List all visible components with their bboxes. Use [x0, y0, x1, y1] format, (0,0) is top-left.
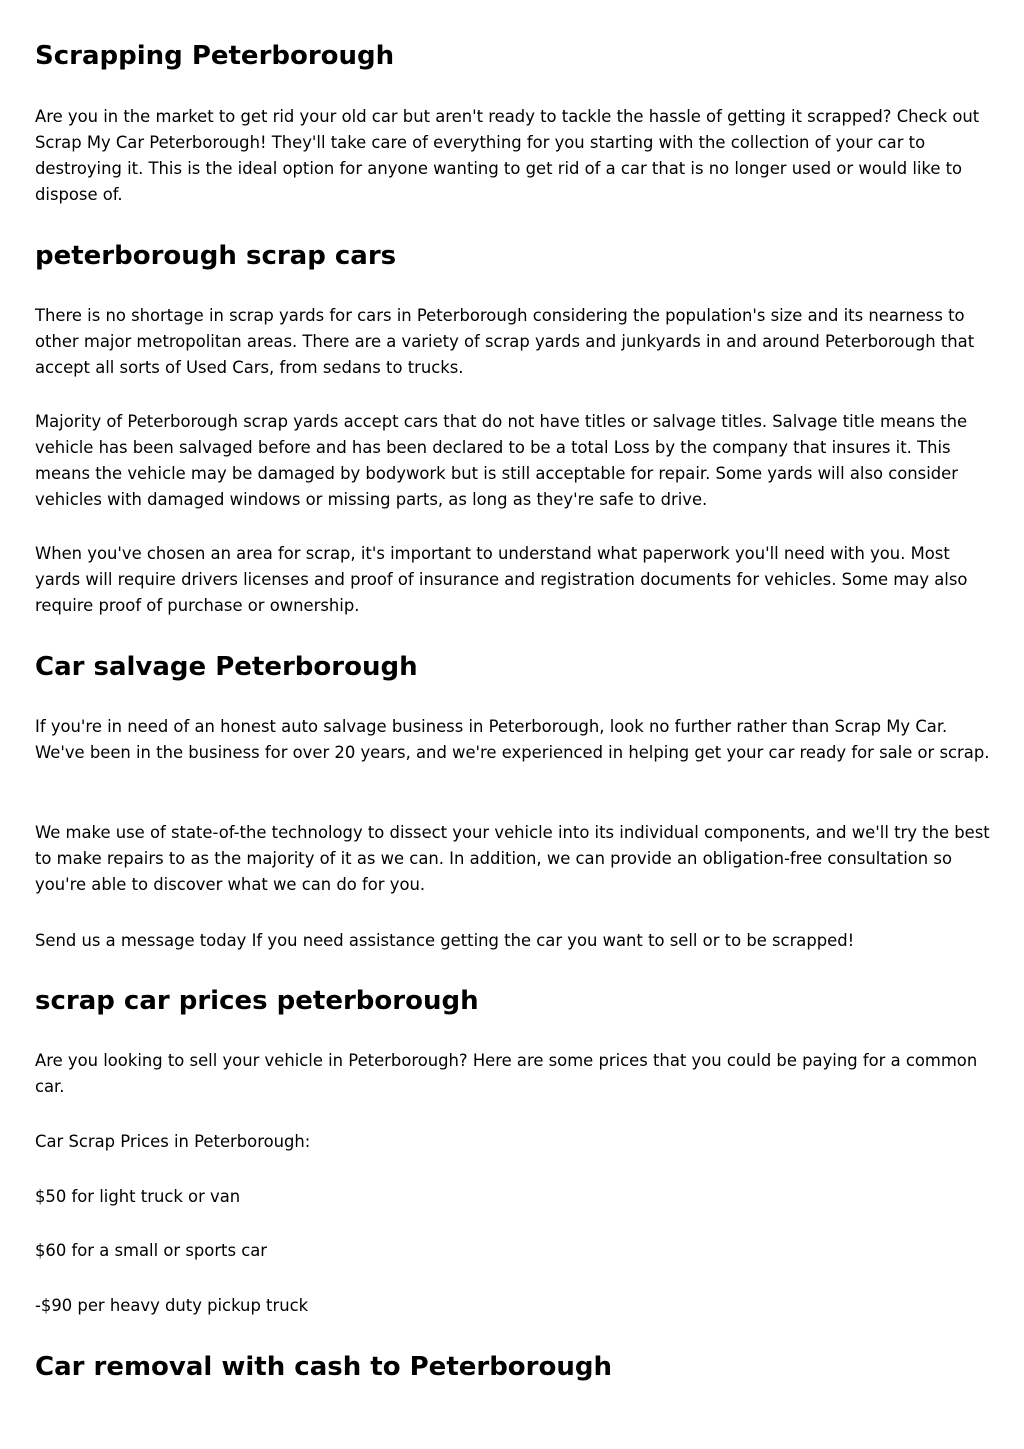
paragraph-intro: Are you in the market to get rid your old car but aren't ready to tackle the hassle of getting it scrapped? Check out Scrap My Car Peterborough! They'll take care of everything for you starting with the collection of your car to destroying it. This is the ideal option for anyone wanting to get rid of a car that is no longer used or would like to dispose of.	[35, 107, 980, 204]
paragraph-salvage-business: If you're in need of an honest auto salvage business in Peterborough, look no further rather than Scrap My Car. We've been in the business for over 20 years, and we're experienced in helping get your car ready for sale or scrap.	[35, 717, 990, 762]
paragraph-salvage-titles: Majority of Peterborough scrap yards accept cars that do not have titles or salvage titles. Salvage title means the vehicle has been salvaged before and has been declared to be a total Loss by the company that insures it. This means the vehicle may be damaged by bodywork but is still acceptable for repair. Some yards will also consider vehicles with damaged windows or missing parts, as long as they're safe to drive.	[35, 412, 968, 509]
heading-car-salvage-peterborough: Car salvage Peterborough	[35, 652, 418, 682]
heading-car-removal-cash: Car removal with cash to Peterborough	[35, 1352, 612, 1382]
paragraph-sell-vehicle: Are you looking to sell your vehicle in Peterborough? Here are some prices that you could be paying for a common car.	[35, 1051, 978, 1096]
heading-peterborough-scrap-cars: peterborough scrap cars	[35, 241, 397, 271]
price-item-small-car: $60 for a small or sports car	[35, 1241, 268, 1260]
price-item-heavy-truck: -$90 per heavy duty pickup truck	[35, 1296, 309, 1315]
price-item-light-truck: $50 for light truck or van	[35, 1187, 241, 1206]
heading-scrapping-peterborough: Scrapping Peterborough	[35, 41, 395, 71]
paragraph-scrap-yards: There is no shortage in scrap yards for cars in Peterborough considering the population's size and its nearness to other major metropolitan areas. There are a variety of scrap yards and junkyards in and around Peterborough that accept all sorts of Used Cars, from sedans to trucks.	[35, 306, 975, 377]
paragraph-prices-title: Car Scrap Prices in Peterborough:	[35, 1132, 311, 1151]
heading-scrap-car-prices: scrap car prices peterborough	[35, 986, 479, 1016]
paragraph-send-message: Send us a message today If you need assistance getting the car you want to sell or to be scrapped!	[35, 931, 855, 950]
paragraph-paperwork: When you've chosen an area for scrap, it's important to understand what paperwork you'll need with you. Most yards will require drivers licenses and proof of insurance and registration documents for vehicles. Some may also require proof of purchase or ownership.	[35, 544, 968, 615]
paragraph-technology: We make use of state-of-the technology to dissect your vehicle into its individual components, and we'll try the best to make repairs to as the majority of it as we can. In addition, we can provide an obligation-free consultation so you're able to discover what we can do for you.	[35, 823, 990, 894]
